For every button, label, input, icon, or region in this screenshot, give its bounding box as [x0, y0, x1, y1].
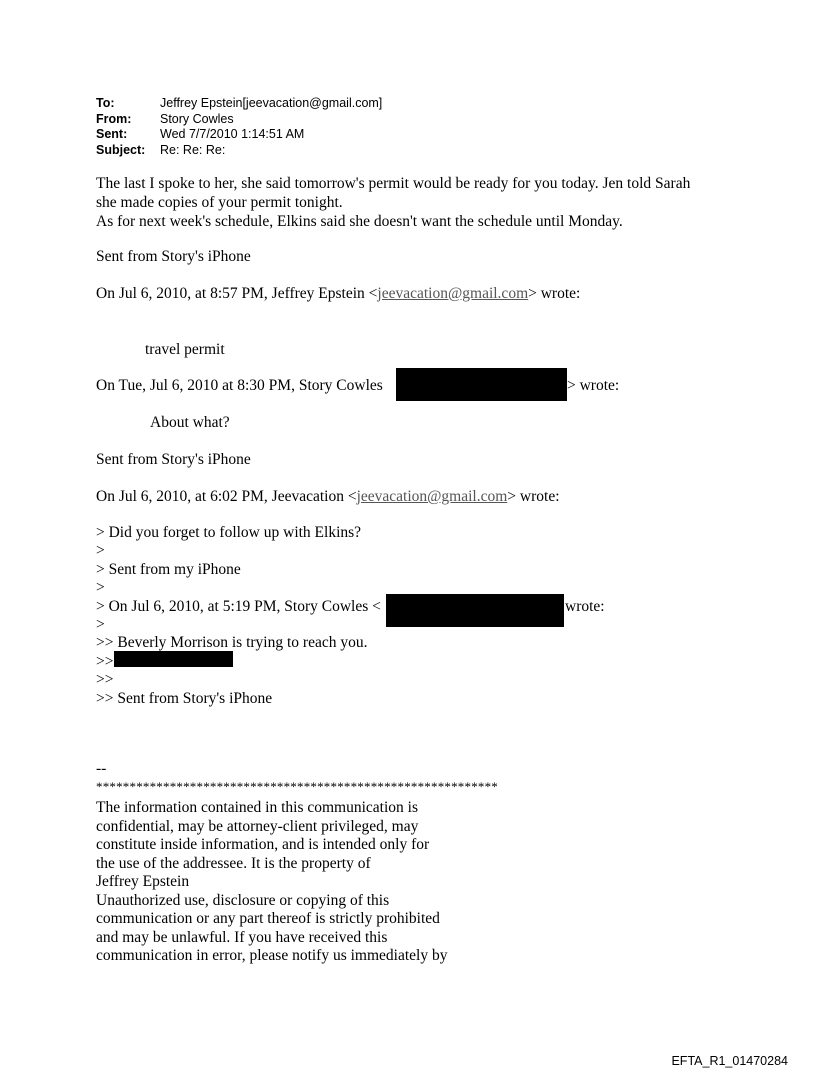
sent-value: Wed 7/7/2010 1:14:51 AM [160, 127, 305, 141]
disclaimer-line: communication or any part thereof is strictly prohibited [96, 910, 440, 927]
disclaimer-line: confidential, may be attorney-client privileged, may [96, 817, 419, 835]
to-label: To: [96, 96, 115, 110]
quote-header-line [96, 487, 776, 506]
quote-header-prefix: On Tue, Jul 6, 2010 at 8:30 PM, Story Cowles [96, 377, 383, 394]
quote-header-suffix: > wrote: [567, 377, 620, 394]
document-id: EFTA_R1_01470284 [671, 1054, 788, 1068]
quoted-line: > [96, 579, 105, 597]
disclaimer-text [96, 799, 496, 966]
signature-line: Sent from Story's iPhone [96, 451, 251, 468]
redaction-box [396, 368, 567, 401]
redaction-box [114, 651, 233, 667]
disclaimer-line: The information contained in this communication is [96, 799, 418, 816]
email-link[interactable]: jeevacation@gmail.com [377, 285, 529, 302]
quoted-line: > Did you forget to follow up with Elkins? [96, 524, 362, 541]
body-line: As for next week's schedule, Elkins said she doesn't want the schedule until Monday. [96, 213, 623, 230]
from-row [96, 112, 382, 128]
quoted-line: > Sent from my iPhone [96, 560, 241, 578]
disclaimer-line: the use of the addressee. It is the property of [96, 854, 371, 872]
to-value: Jeffrey Epstein[jeevacation@gmail.com] [160, 96, 383, 110]
from-label: From: [96, 111, 132, 126]
email-link[interactable]: jeevacation@gmail.com [356, 488, 508, 505]
quote-header-line [96, 284, 776, 303]
quote-header-prefix: On Jul 6, 2010, at 8:57 PM, Jeffrey Epstein < [96, 285, 378, 302]
sent-label: Sent: [96, 127, 128, 141]
travel-permit-text: travel permit [145, 341, 225, 358]
quoted-line-prefix: > On Jul 6, 2010, at 5:19 PM, Story Cowles < [96, 597, 381, 615]
quoted-line: >> [96, 671, 114, 689]
signature-line: Sent from Story's iPhone [96, 248, 251, 265]
stars-separator: ************************************************************ [96, 779, 498, 794]
email-header [96, 96, 382, 158]
quoted-line: > [96, 616, 105, 634]
quoted-line: >> Sent from Story's iPhone [96, 689, 273, 707]
redaction-box [386, 594, 564, 627]
disclaimer-line: Unauthorized use, disclosure or copying of this [96, 891, 390, 909]
disclaimer-line: communication in error, please notify us immediately by [96, 947, 448, 964]
sent-row [96, 127, 382, 143]
disclaimer-line: Jeffrey Epstein [96, 873, 190, 890]
signature-separator: -- [96, 760, 107, 777]
body-paragraph [96, 174, 776, 231]
to-row [96, 96, 382, 112]
quoted-line-suffix: wrote: [565, 598, 605, 615]
quote-header-suffix: > wrote: [528, 285, 581, 302]
subject-value: Re: Re: Re: [160, 142, 226, 157]
quote-header-suffix: > wrote: [507, 488, 560, 505]
subject-label: Subject: [96, 142, 146, 157]
disclaimer-line: and may be unlawful. If you have received this [96, 928, 388, 946]
quote-header-prefix: On Jul 6, 2010, at 6:02 PM, Jeevacation < [96, 488, 357, 505]
from-value: Story Cowles [160, 111, 234, 126]
body-line: The last I spoke to her, she said tomorrow's permit would be ready for you today. Jen told Sarah [96, 175, 691, 192]
about-what-text: About what? [150, 414, 230, 431]
body-line: she made copies of your permit tonight. [96, 194, 343, 211]
subject-row [96, 143, 382, 159]
disclaimer-line: constitute inside information, and is intended only for [96, 836, 430, 853]
quoted-line: >> Beverly Morrison is trying to reach you. [96, 634, 368, 652]
quoted-line: >> [96, 652, 114, 670]
quoted-line: > [96, 542, 105, 560]
